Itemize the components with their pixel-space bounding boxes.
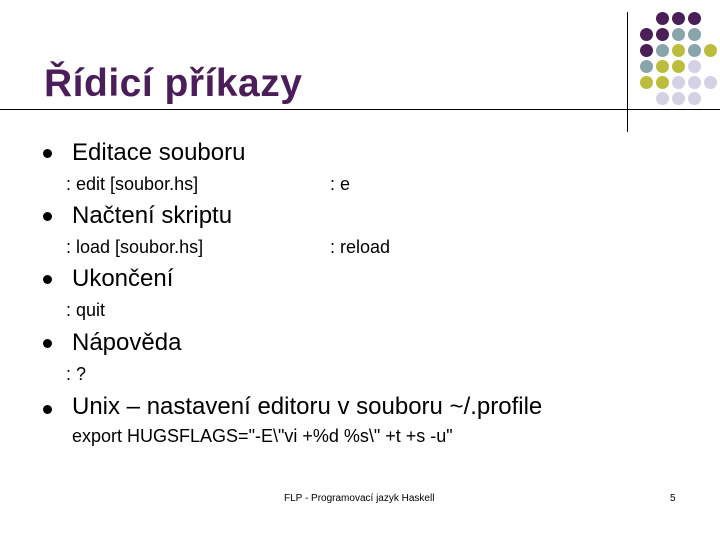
bullet-icon [43,405,52,414]
item-help-label: Nápověda [72,329,182,356]
decor-dot [672,44,685,57]
decor-dot [688,60,701,73]
decor-dot [672,28,685,41]
bullet-icon [43,339,52,348]
decor-dot [688,12,701,25]
decor-dot [656,92,669,105]
decor-dot [672,92,685,105]
bullet-icon [43,212,52,221]
item-edit-alias: : e [330,174,351,194]
item-load-alias: : reload [330,237,391,257]
decor-dot [640,28,653,41]
decor-dot [656,44,669,57]
decor-dot [656,60,669,73]
decor-vertical-line [627,12,628,132]
decor-dot [640,60,653,73]
item-edit-command: : edit [soubor.hs] [66,174,199,194]
title-divider [0,109,720,110]
item-help-command: : ? [66,364,87,384]
slide-title: Řídicí příkazy [44,62,303,105]
item-edit-label: Editace souboru [72,139,246,166]
decor-dot [688,44,701,57]
item-quit-command: : quit [66,300,106,320]
item-unix-label: Unix – nastavení editoru v souboru ~/.profile [72,393,543,420]
item-quit-label: Ukončení [72,265,174,292]
footer-page-number: 5 [670,493,676,504]
item-load-label: Načtení skriptu [72,202,233,229]
decor-dot [688,92,701,105]
decor-dot [640,76,653,89]
item-unix-command: export HUGSFLAGS="-E\"vi +%d %s\" +t +s -u" [72,426,453,446]
decor-dot [656,76,669,89]
decor-dot [704,44,717,57]
decor-dot [672,12,685,25]
decor-dot [672,60,685,73]
decor-dot [640,44,653,57]
decor-dot [656,28,669,41]
decor-dot [704,76,717,89]
decor-dot [656,12,669,25]
footer-course: FLP - Programovací jazyk Haskell [284,493,435,504]
decor-dot [672,76,685,89]
item-load-command: : load [soubor.hs] [66,237,204,257]
decor-dot [688,76,701,89]
bullet-icon [43,149,52,158]
bullet-icon [43,275,52,284]
decor-dot [688,28,701,41]
